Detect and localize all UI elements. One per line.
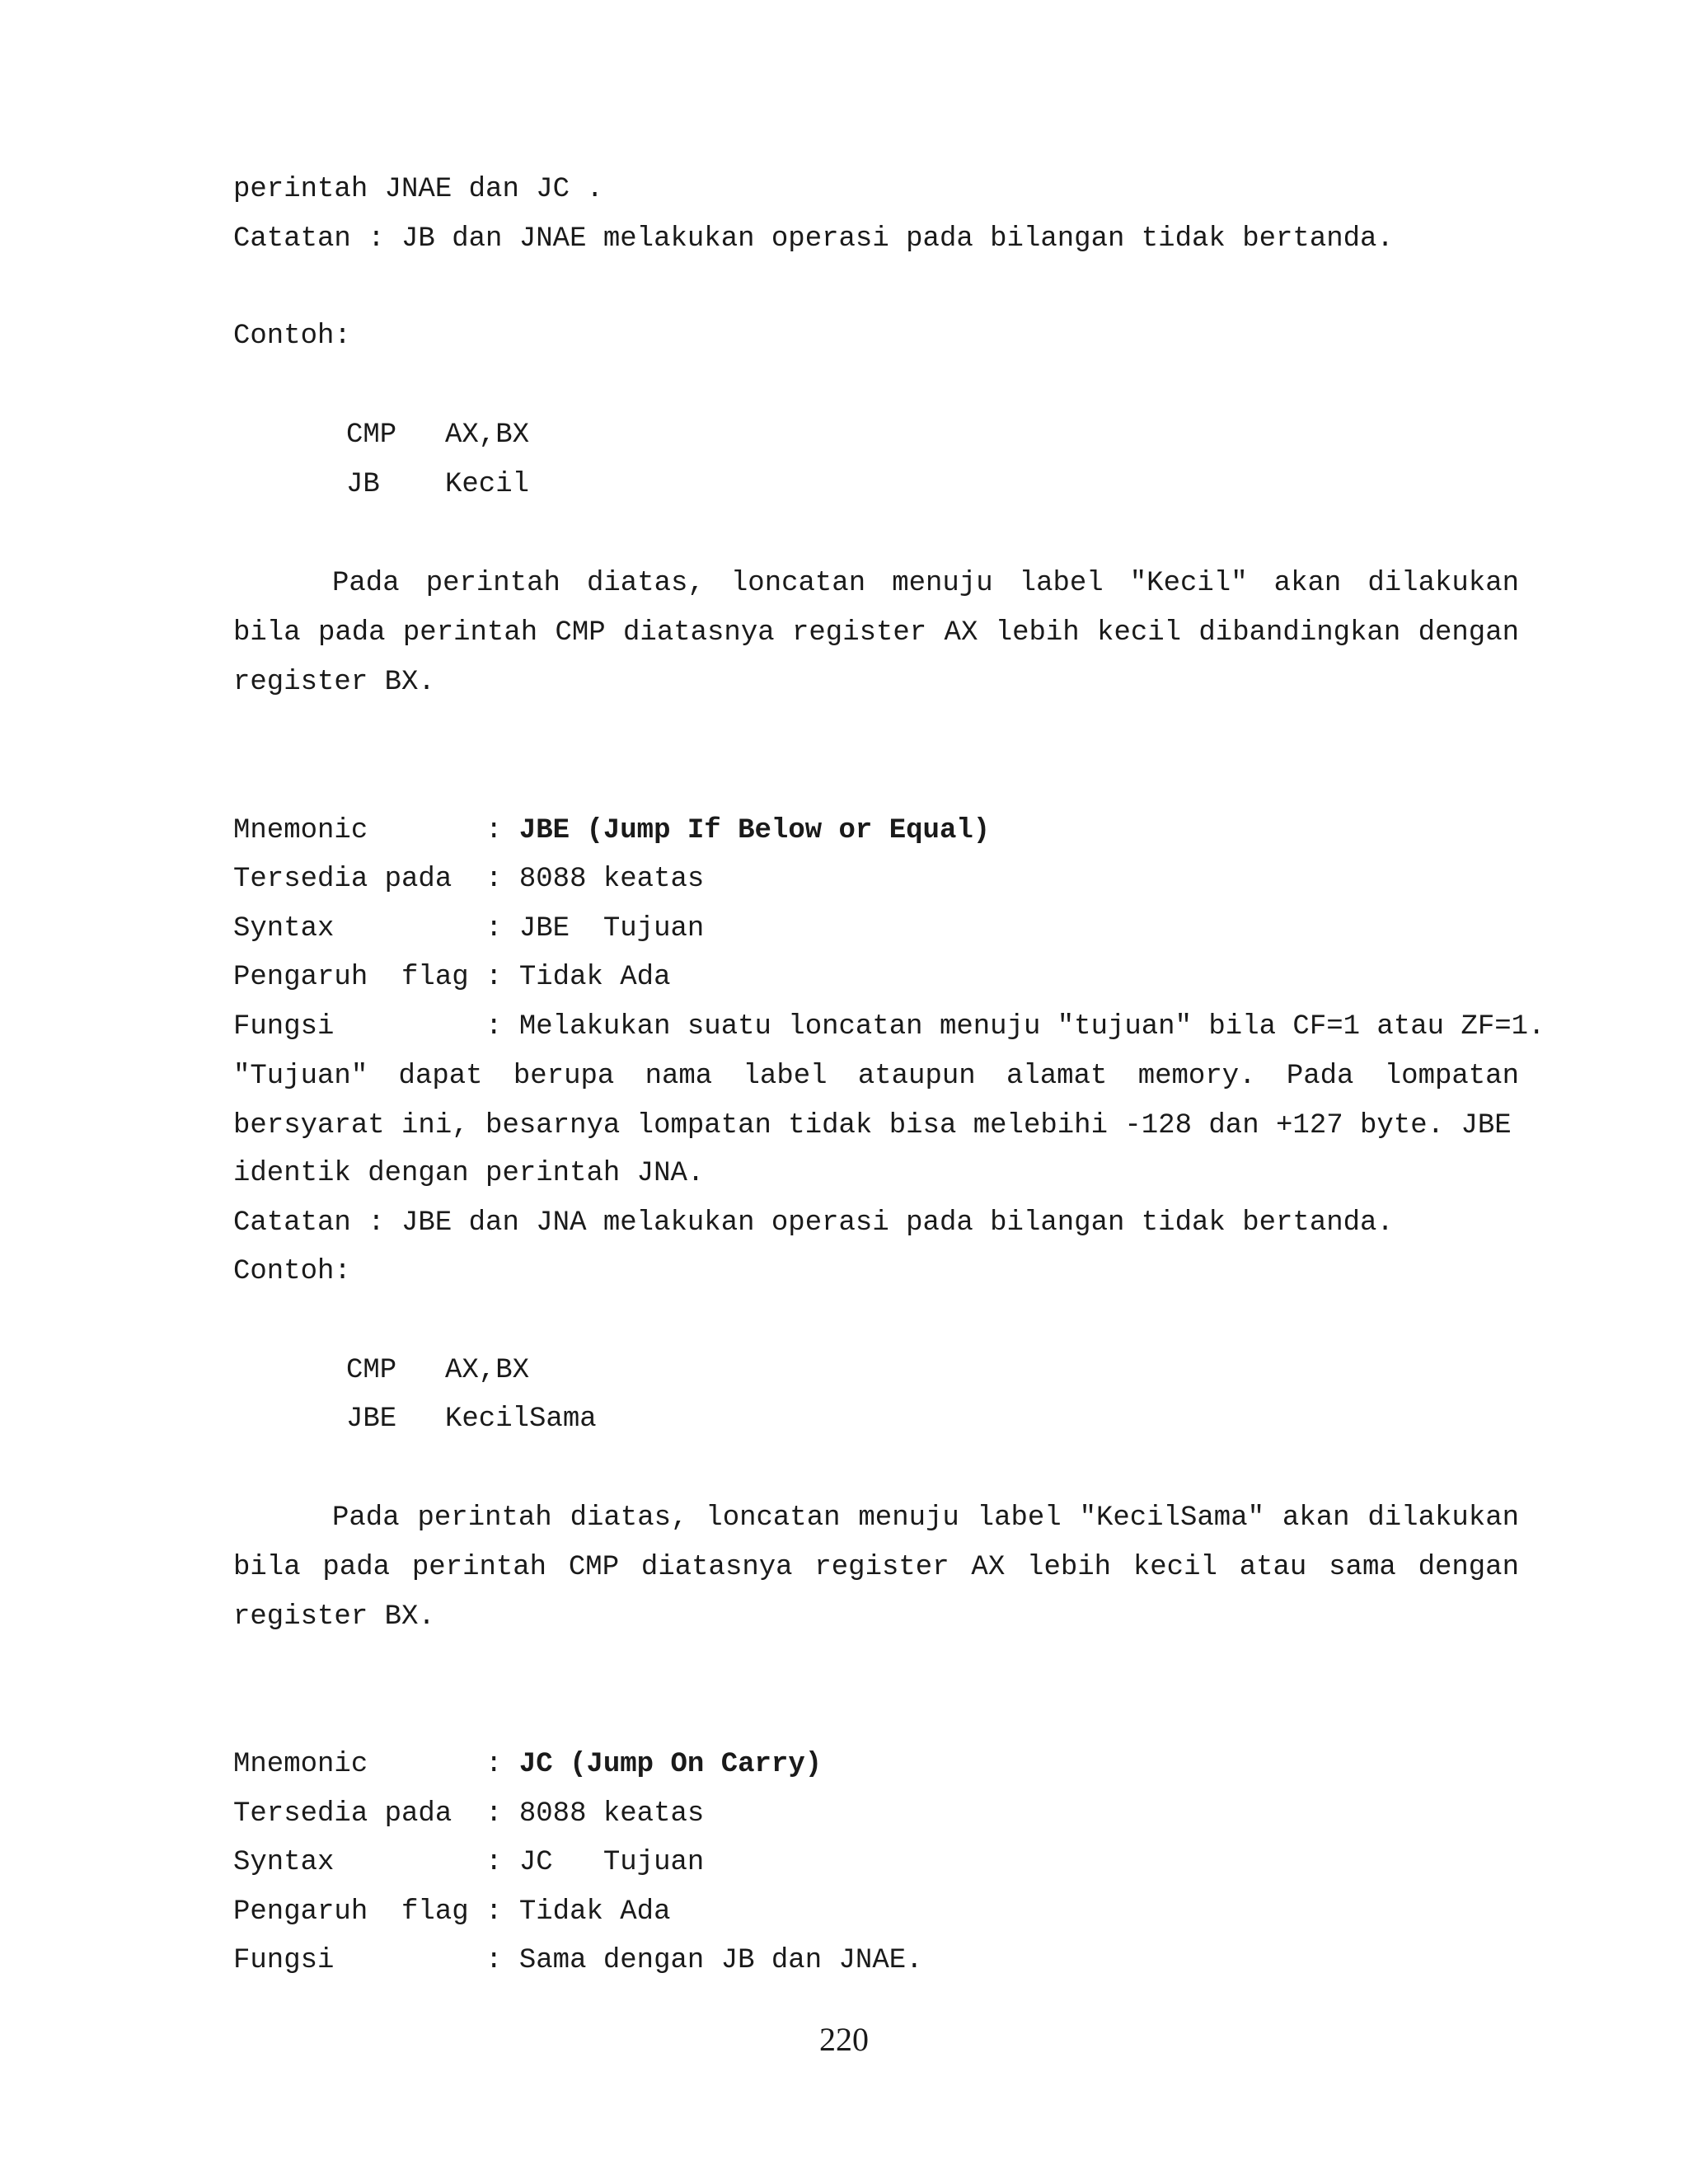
intro-note: Catatan : JB dan JNAE melakukan operasi pada bilangan tidak bertanda.	[233, 223, 1394, 255]
syntax-row: Syntax : JC Tujuan	[233, 1847, 705, 1878]
mnemonic-key: Mnemonic :	[233, 1749, 519, 1780]
flag-row: Pengaruh flag : Tidak Ada	[233, 962, 671, 993]
mnemonic-row	[233, 1748, 822, 1781]
note-row: Catatan : JBE dan JNA melakukan operasi pada bilangan tidak bertanda.	[233, 1207, 1394, 1239]
function-row: Fungsi : Melakukan suatu loncatan menuju "tujuan" bila CF=1 atau ZF=1.	[233, 1011, 1545, 1043]
code-arg: Kecil	[445, 469, 530, 500]
code-op: JB	[346, 469, 380, 500]
code-line	[346, 419, 529, 452]
mnemonic-row	[233, 814, 990, 847]
intro-line: perintah JNAE dan JC .	[233, 174, 603, 205]
code-op: CMP	[346, 419, 397, 451]
example-label: Contoh:	[233, 1256, 351, 1287]
function-continuation: "Tujuan" dapat berupa nama label ataupun alamat memory. Pada lompatan bersyarat ini, besarnya lompatan tidak bisa melebihi -128 dan +127 byte. JBE	[233, 1061, 1519, 1141]
available-row: Tersedia pada : 8088 keatas	[233, 864, 705, 895]
example-label: Contoh:	[233, 321, 351, 352]
mnemonic-key: Mnemonic :	[233, 815, 519, 846]
flag-row: Pengaruh flag : Tidak Ada	[233, 1896, 671, 1928]
code-arg: KecilSama	[445, 1404, 597, 1435]
available-row: Tersedia pada : 8088 keatas	[233, 1798, 705, 1830]
explanation-paragraph	[233, 559, 1519, 707]
explanation-text: Pada perintah diatas, loncatan menuju label "Kecil" akan dilakukan bila pada perintah CMP diatasnya register AX lebih kecil dibandingkan dengan register BX.	[233, 568, 1519, 698]
code-op: JBE	[346, 1404, 397, 1435]
page-number: 220	[819, 2021, 869, 2058]
syntax-row: Syntax : JBE Tujuan	[233, 913, 705, 944]
function-last: identik dengan perintah JNA.	[233, 1158, 705, 1189]
mnemonic-value: JC (Jump On Carry)	[518, 1749, 823, 1780]
code-arg: AX,BX	[445, 419, 530, 451]
explanation-paragraph	[233, 1493, 1519, 1642]
code-op: CMP	[346, 1355, 397, 1386]
code-line	[346, 468, 529, 501]
explanation-text: Pada perintah diatas, loncatan menuju label "KecilSama" akan dilakukan bila pada perintah CMP diatasnya register AX lebih kecil atau sama dengan register BX.	[233, 1502, 1519, 1633]
code-line	[346, 1403, 597, 1436]
mnemonic-value: JBE (Jump If Below or Equal)	[518, 815, 991, 846]
code-line	[346, 1354, 529, 1387]
function-row: Fungsi : Sama dengan JB dan JNAE.	[233, 1945, 923, 1976]
code-arg: AX,BX	[445, 1355, 530, 1386]
